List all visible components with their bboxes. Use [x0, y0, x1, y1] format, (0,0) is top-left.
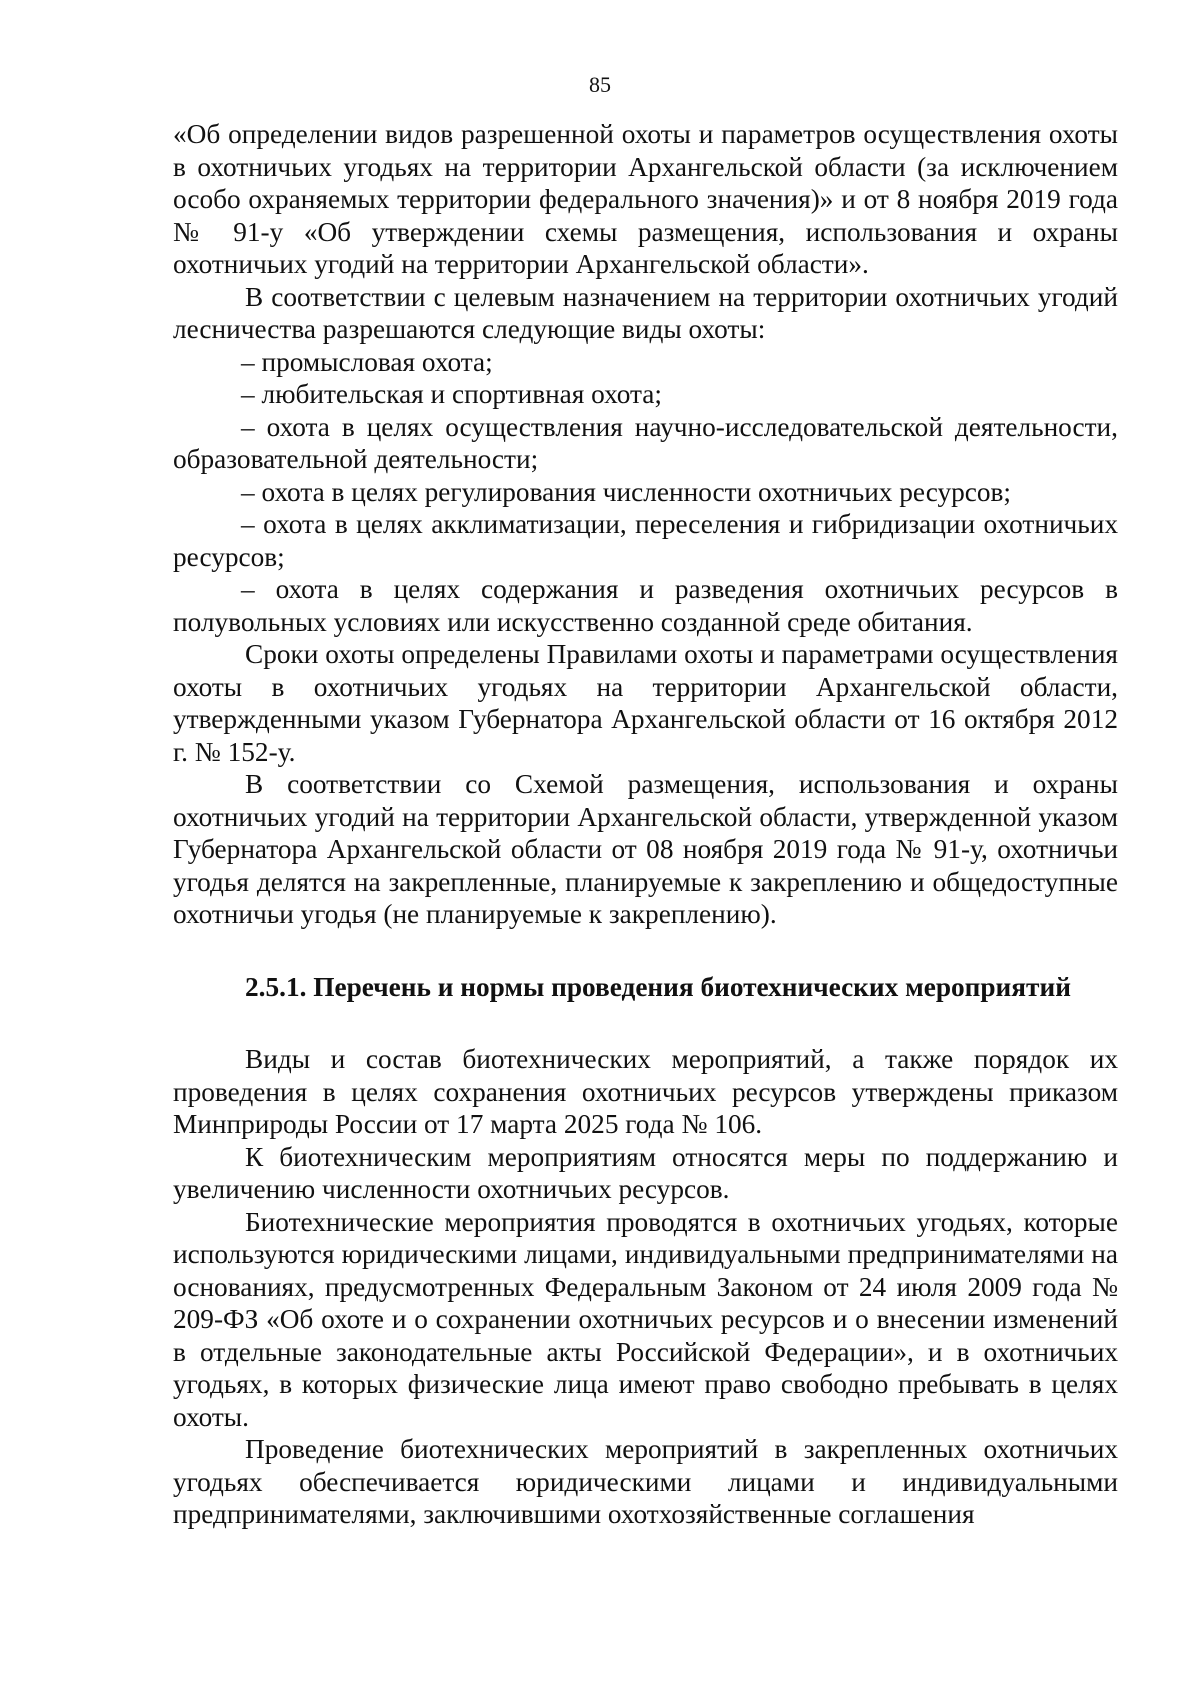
list-item-research-hunting: – охота в целях осуществления научно-исследовательской деятельности, образовательной деятельности;: [173, 411, 1118, 474]
paragraph-biotech-order: Виды и состав биотехнических мероприятий, а также порядок их проведения в целях сохранения охотничьих ресурсов утверждены приказом Минприроды России от 17 марта 2025 года № 106.: [173, 1044, 1118, 1139]
paragraph-hunting-grounds-scheme: В соответствии со Схемой размещения, использования и охраны охотничьих угодий на территории Архангельской области, утвержденной указом Губернатора Архангельской области от 08 ноября 2019 года № 91-у, охотничьи угодья делятся на закрепленные, планируемые к закреплению и общедоступные охотничьи угодья (не планируемые к закреплению).: [173, 769, 1118, 929]
document-body: [173, 118, 1118, 1531]
paragraph-biotech-assigned: Проведение биотехнических мероприятий в закрепленных охотничьих угодьях обеспечивается юридическими лицами и индивидуальными предпринимателями, заключившими охотхозяйственные соглашения: [173, 1434, 1118, 1529]
list-item-breeding-hunting: – охота в целях содержания и разведения охотничьих ресурсов в полувольных условиях или искусственно созданной среде обитания.: [173, 574, 1118, 637]
paragraph-biotech-conducted: Биотехнические мероприятия проводятся в охотничьих угодьях, которые используются юридическими лицами, индивидуальными предпринимателями на основаниях, предусмотренных Федеральным Законом от 24 июля 2009 года № 209-ФЗ «Об охоте и о сохранении охотничьих ресурсов и о внесении изменений в отдельные законодательные акты Российской Федерации», и в охотничьих угодьях, в которых физические лица имеют право свободно пребывать в целях охоты.: [173, 1206, 1118, 1432]
section-heading: 2.5.1. Перечень и нормы проведения биотехнических мероприятий: [245, 971, 1071, 1002]
paragraph-continuation: «Об определении видов разрешенной охоты и параметров осуществления охоты в охотничьих угодьях на территории Архангельской области (за исключением особо охраняемых территории федерального значения)» и от 8 ноября 2019 года № 91-у «Об утверждении схемы размещения, использования и охраны охотничьих угодий на территории Архангельской области».: [173, 119, 1118, 279]
paragraph-hunting-periods: Сроки охоты определены Правилами охоты и параметрами осуществления охоты в охотничьих угодьях на территории Архангельской области, утвержденными указом Губернатора Архангельской области от 16 октября 2012 г. № 152-у.: [173, 639, 1118, 767]
page-number: 85: [589, 72, 611, 97]
list-item-regulation-hunting: – охота в целях регулирования численности охотничьих ресурсов;: [241, 476, 1012, 507]
list-item-commercial-hunting: – промысловая охота;: [241, 346, 493, 377]
paragraph-biotech-measures: К биотехническим мероприятиям относятся меры по поддержанию и увеличению численности охотничьих ресурсов.: [173, 1141, 1118, 1204]
list-item-amateur-hunting: – любительская и спортивная охота;: [241, 379, 663, 409]
paragraph-hunting-types-intro: В соответствии с целевым назначением на территории охотничьих угодий лесничества разрешаются следующие виды охоты:: [173, 281, 1118, 344]
list-item-acclimatization-hunting: – охота в целях акклиматизации, переселения и гибридизации охотничьих ресурсов;: [173, 509, 1118, 572]
